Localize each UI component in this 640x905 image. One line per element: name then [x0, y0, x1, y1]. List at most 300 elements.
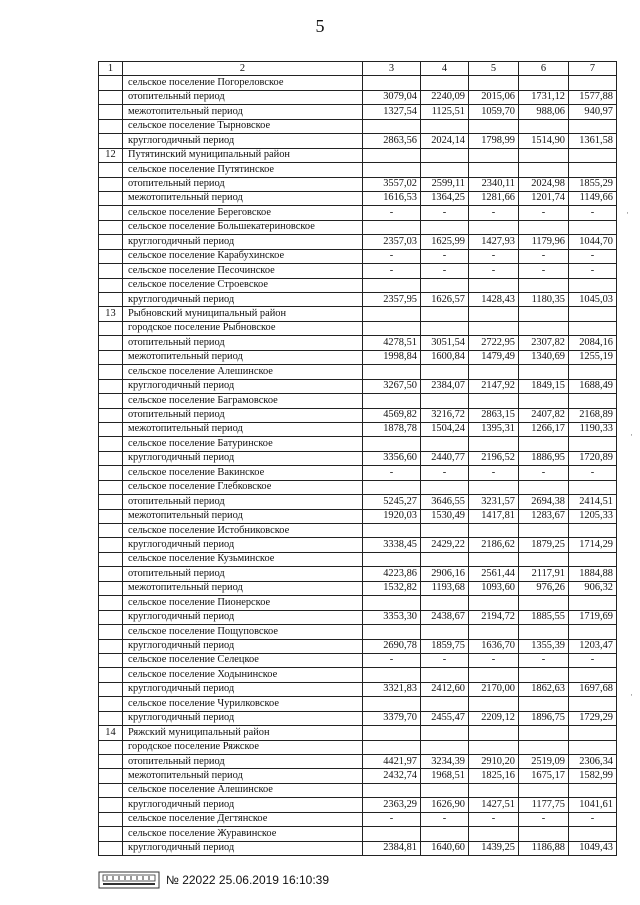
row-index [99, 293, 123, 307]
value-cell: 2407,82 [519, 408, 569, 422]
table-row [99, 365, 617, 379]
value-cell [519, 625, 569, 639]
row-name: круглогодичный период [123, 451, 363, 465]
value-cell: 1626,90 [421, 798, 469, 812]
value-cell [519, 524, 569, 538]
value-cell: 1041,61 [569, 798, 617, 812]
value-cell: 1731,12 [519, 90, 569, 104]
row-name: сельское поселение Кузьминское [123, 552, 363, 566]
value-cell [363, 783, 421, 797]
value-cell [519, 220, 569, 234]
value-cell [569, 278, 617, 292]
value-cell: 4278,51 [363, 336, 421, 350]
table-row [99, 249, 617, 263]
value-cell: - [519, 812, 569, 826]
row-index [99, 163, 123, 177]
row-index [99, 495, 123, 509]
value-cell: 2384,07 [421, 379, 469, 393]
value-cell [519, 726, 569, 740]
row-index [99, 235, 123, 249]
value-cell: 988,06 [519, 105, 569, 119]
table-row [99, 639, 617, 653]
value-cell: 1920,03 [363, 509, 421, 523]
value-cell [569, 76, 617, 90]
row-name: круглогодичный период [123, 538, 363, 552]
row-name: отопительный период [123, 90, 363, 104]
value-cell [363, 119, 421, 133]
value-cell [469, 278, 519, 292]
value-cell: 1530,49 [421, 509, 469, 523]
value-cell [519, 119, 569, 133]
value-cell [519, 148, 569, 162]
row-index [99, 783, 123, 797]
table-row [99, 466, 617, 480]
value-cell: 1798,99 [469, 134, 519, 148]
value-cell [363, 394, 421, 408]
row-index [99, 394, 123, 408]
value-cell: 2690,78 [363, 639, 421, 653]
row-index [99, 798, 123, 812]
row-index [99, 321, 123, 335]
row-name: сельское поселение Строевское [123, 278, 363, 292]
value-cell: 2438,67 [421, 610, 469, 624]
value-cell [363, 321, 421, 335]
table-row [99, 177, 617, 191]
table-row [99, 552, 617, 566]
registry-stamp-icon [98, 871, 160, 889]
value-cell [363, 307, 421, 321]
value-cell: - [421, 466, 469, 480]
value-cell [569, 148, 617, 162]
row-index [99, 581, 123, 595]
row-index [99, 596, 123, 610]
value-cell: 1878,78 [363, 422, 421, 436]
value-cell [569, 783, 617, 797]
value-cell [421, 321, 469, 335]
value-cell: 2194,72 [469, 610, 519, 624]
row-name: круглогодичный период [123, 798, 363, 812]
table-row [99, 769, 617, 783]
value-cell: - [421, 249, 469, 263]
row-index [99, 191, 123, 205]
margin-mark: · [626, 208, 629, 218]
value-cell [569, 524, 617, 538]
value-cell: 1886,95 [519, 451, 569, 465]
value-cell [469, 668, 519, 682]
value-cell [569, 119, 617, 133]
value-cell [363, 437, 421, 451]
value-cell [469, 697, 519, 711]
value-cell: 1093,60 [469, 581, 519, 595]
table-row [99, 105, 617, 119]
value-cell [469, 76, 519, 90]
value-cell: 4223,86 [363, 567, 421, 581]
value-cell [519, 552, 569, 566]
row-name: сельское поселение Погореловское [123, 76, 363, 90]
row-name: межотопительный период [123, 509, 363, 523]
value-cell: 2340,11 [469, 177, 519, 191]
value-cell: - [363, 466, 421, 480]
table-row [99, 827, 617, 841]
row-index [99, 119, 123, 133]
value-cell: 1340,69 [519, 350, 569, 364]
row-index: 13 [99, 307, 123, 321]
table-row [99, 509, 617, 523]
column-header: 7 [569, 62, 617, 76]
value-cell [363, 220, 421, 234]
row-index [99, 379, 123, 393]
row-name: сельское поселение Вакинское [123, 466, 363, 480]
value-cell: - [469, 466, 519, 480]
value-cell: 1998,84 [363, 350, 421, 364]
row-name: сельское поселение Тырновское [123, 119, 363, 133]
value-cell: - [363, 206, 421, 220]
value-cell [469, 148, 519, 162]
table-row [99, 711, 617, 725]
value-cell: 2722,95 [469, 336, 519, 350]
value-cell [363, 740, 421, 754]
row-index [99, 466, 123, 480]
value-cell [363, 668, 421, 682]
row-name: круглогодичный период [123, 134, 363, 148]
row-name: межотопительный период [123, 191, 363, 205]
value-cell: 2429,22 [421, 538, 469, 552]
value-cell [519, 307, 569, 321]
row-index [99, 451, 123, 465]
row-index [99, 422, 123, 436]
value-cell: 1201,74 [519, 191, 569, 205]
row-index [99, 76, 123, 90]
column-header: 6 [519, 62, 569, 76]
value-cell [569, 480, 617, 494]
value-cell [569, 307, 617, 321]
table-row [99, 90, 617, 104]
value-cell [363, 480, 421, 494]
value-cell: 2414,51 [569, 495, 617, 509]
row-index: 12 [99, 148, 123, 162]
value-cell [421, 480, 469, 494]
column-header: 3 [363, 62, 421, 76]
value-cell: 1283,67 [519, 509, 569, 523]
table-row [99, 293, 617, 307]
value-cell [519, 76, 569, 90]
row-name: сельское поселение Дегтянское [123, 812, 363, 826]
row-name: Ряжский муниципальный район [123, 726, 363, 740]
value-cell [569, 596, 617, 610]
row-name: сельское поселение Алешинское [123, 783, 363, 797]
table-row [99, 437, 617, 451]
value-cell [421, 220, 469, 234]
value-cell [421, 668, 469, 682]
value-cell: 2440,77 [421, 451, 469, 465]
row-index [99, 365, 123, 379]
value-cell [569, 740, 617, 754]
value-cell: - [469, 249, 519, 263]
value-cell: 1193,68 [421, 581, 469, 595]
value-cell: 2147,92 [469, 379, 519, 393]
value-cell: 2363,29 [363, 798, 421, 812]
value-cell: - [363, 264, 421, 278]
value-cell: - [519, 206, 569, 220]
value-cell [421, 552, 469, 566]
value-cell [469, 552, 519, 566]
value-cell: 2561,44 [469, 567, 519, 581]
value-cell: 1968,51 [421, 769, 469, 783]
value-cell: 1180,35 [519, 293, 569, 307]
value-cell: 3646,55 [421, 495, 469, 509]
value-cell: 2906,16 [421, 567, 469, 581]
row-index [99, 480, 123, 494]
value-cell: 1361,58 [569, 134, 617, 148]
table-row [99, 495, 617, 509]
value-cell: 2432,74 [363, 769, 421, 783]
table-row [99, 408, 617, 422]
value-cell [569, 220, 617, 234]
row-name: сельское поселение Береговское [123, 206, 363, 220]
value-cell: - [519, 249, 569, 263]
row-index [99, 610, 123, 624]
table-row [99, 567, 617, 581]
value-cell: 1186,88 [519, 841, 569, 855]
row-name: сельское поселение Карабухинское [123, 249, 363, 263]
value-cell: - [569, 249, 617, 263]
value-cell [469, 625, 519, 639]
value-cell: 2357,95 [363, 293, 421, 307]
value-cell: 1059,70 [469, 105, 519, 119]
value-cell [569, 697, 617, 711]
row-index [99, 249, 123, 263]
row-name: круглогодичный период [123, 293, 363, 307]
table-row [99, 119, 617, 133]
value-cell: 1364,25 [421, 191, 469, 205]
row-index [99, 524, 123, 538]
value-cell: 3216,72 [421, 408, 469, 422]
row-index [99, 668, 123, 682]
column-header: 2 [123, 62, 363, 76]
value-cell: 1885,55 [519, 610, 569, 624]
row-index: 14 [99, 726, 123, 740]
table-row [99, 278, 617, 292]
row-index [99, 841, 123, 855]
value-cell: 1125,51 [421, 105, 469, 119]
value-cell: 1849,15 [519, 379, 569, 393]
value-cell [469, 740, 519, 754]
value-cell: 1327,54 [363, 105, 421, 119]
row-name: Путятинский муниципальный район [123, 148, 363, 162]
value-cell: 1395,31 [469, 422, 519, 436]
value-cell: - [569, 812, 617, 826]
row-index [99, 220, 123, 234]
row-name: отопительный период [123, 495, 363, 509]
row-index [99, 812, 123, 826]
value-cell: 1884,88 [569, 567, 617, 581]
value-cell: - [469, 812, 519, 826]
value-cell: 976,26 [519, 581, 569, 595]
value-cell [469, 394, 519, 408]
value-cell [421, 827, 469, 841]
value-cell [421, 625, 469, 639]
value-cell [421, 783, 469, 797]
value-cell: - [569, 653, 617, 667]
row-name: отопительный период [123, 336, 363, 350]
value-cell: 2412,60 [421, 682, 469, 696]
row-index [99, 755, 123, 769]
value-cell: 2910,20 [469, 755, 519, 769]
value-cell: 1427,93 [469, 235, 519, 249]
table-row [99, 682, 617, 696]
row-index [99, 639, 123, 653]
value-cell [363, 697, 421, 711]
margin-mark: · [630, 690, 633, 700]
value-cell: 1879,25 [519, 538, 569, 552]
row-index [99, 90, 123, 104]
value-cell: 1045,03 [569, 293, 617, 307]
value-cell: 5245,27 [363, 495, 421, 509]
value-cell: - [421, 264, 469, 278]
table-row [99, 148, 617, 162]
table-row [99, 812, 617, 826]
value-cell: 2209,12 [469, 711, 519, 725]
row-index [99, 134, 123, 148]
value-cell: 1720,89 [569, 451, 617, 465]
value-cell: 1255,19 [569, 350, 617, 364]
row-name: городское поселение Рыбновское [123, 321, 363, 335]
value-cell [569, 394, 617, 408]
value-cell: - [363, 249, 421, 263]
table-row [99, 726, 617, 740]
value-cell: 3379,70 [363, 711, 421, 725]
value-cell: - [569, 466, 617, 480]
value-cell [421, 596, 469, 610]
value-cell [469, 119, 519, 133]
value-cell: 1427,51 [469, 798, 519, 812]
table-row [99, 841, 617, 855]
row-name: сельское поселение Большекатериновское [123, 220, 363, 234]
table-row [99, 451, 617, 465]
margin-mark: · [630, 430, 633, 440]
value-cell: 2519,09 [519, 755, 569, 769]
value-cell: 2024,98 [519, 177, 569, 191]
value-cell: 906,32 [569, 581, 617, 595]
value-cell: 2084,16 [569, 336, 617, 350]
value-cell: 2863,56 [363, 134, 421, 148]
value-cell: 1203,47 [569, 639, 617, 653]
value-cell [519, 783, 569, 797]
value-cell: 3353,30 [363, 610, 421, 624]
value-cell: 3557,02 [363, 177, 421, 191]
value-cell: 1625,99 [421, 235, 469, 249]
value-cell: - [469, 264, 519, 278]
table-row [99, 394, 617, 408]
value-cell: 1149,66 [569, 191, 617, 205]
table-row [99, 220, 617, 234]
value-cell: 2117,91 [519, 567, 569, 581]
value-cell [569, 625, 617, 639]
value-cell: 2599,11 [421, 177, 469, 191]
row-name: межотопительный период [123, 769, 363, 783]
value-cell: 1675,17 [519, 769, 569, 783]
value-cell: - [363, 812, 421, 826]
table-row [99, 480, 617, 494]
row-name: сельское поселение Алешинское [123, 365, 363, 379]
value-cell: 1044,70 [569, 235, 617, 249]
table-row [99, 264, 617, 278]
value-cell: 2168,89 [569, 408, 617, 422]
row-name: отопительный период [123, 177, 363, 191]
value-cell: 1636,70 [469, 639, 519, 653]
value-cell: 2357,03 [363, 235, 421, 249]
row-index [99, 552, 123, 566]
value-cell [363, 552, 421, 566]
row-index [99, 653, 123, 667]
table-row [99, 76, 617, 90]
value-cell: 3338,45 [363, 538, 421, 552]
value-cell [363, 148, 421, 162]
value-cell [363, 625, 421, 639]
value-cell: - [469, 206, 519, 220]
value-cell: - [569, 264, 617, 278]
value-cell: 2384,81 [363, 841, 421, 855]
value-cell: 1896,75 [519, 711, 569, 725]
value-cell [519, 596, 569, 610]
value-cell: 1428,43 [469, 293, 519, 307]
value-cell [519, 365, 569, 379]
value-cell: - [569, 206, 617, 220]
value-cell: 2240,09 [421, 90, 469, 104]
value-cell [363, 76, 421, 90]
value-cell [469, 321, 519, 335]
row-index [99, 567, 123, 581]
value-cell: 2015,06 [469, 90, 519, 104]
value-cell [421, 697, 469, 711]
value-cell: 1479,49 [469, 350, 519, 364]
value-cell: 1205,33 [569, 509, 617, 523]
row-name: круглогодичный период [123, 682, 363, 696]
value-cell [469, 220, 519, 234]
value-cell: 1600,84 [421, 350, 469, 364]
table-row [99, 206, 617, 220]
value-cell: 1582,99 [569, 769, 617, 783]
value-cell [569, 437, 617, 451]
value-cell: 3321,83 [363, 682, 421, 696]
value-cell [569, 726, 617, 740]
value-cell: 1049,43 [569, 841, 617, 855]
value-cell: 2694,38 [519, 495, 569, 509]
value-cell: - [519, 264, 569, 278]
value-cell [519, 394, 569, 408]
row-name: городское поселение Ряжское [123, 740, 363, 754]
value-cell: - [519, 653, 569, 667]
value-cell: 1719,69 [569, 610, 617, 624]
page-number: 5 [315, 16, 325, 36]
value-cell [469, 480, 519, 494]
table-row [99, 625, 617, 639]
table-row [99, 798, 617, 812]
value-cell: - [363, 653, 421, 667]
value-cell [519, 321, 569, 335]
value-cell [363, 524, 421, 538]
value-cell [569, 827, 617, 841]
value-cell: 3231,57 [469, 495, 519, 509]
value-cell: - [421, 206, 469, 220]
value-cell: 1729,29 [569, 711, 617, 725]
table-row [99, 307, 617, 321]
row-index [99, 336, 123, 350]
value-cell [363, 596, 421, 610]
row-index [99, 697, 123, 711]
table-row [99, 191, 617, 205]
value-cell: 3267,50 [363, 379, 421, 393]
